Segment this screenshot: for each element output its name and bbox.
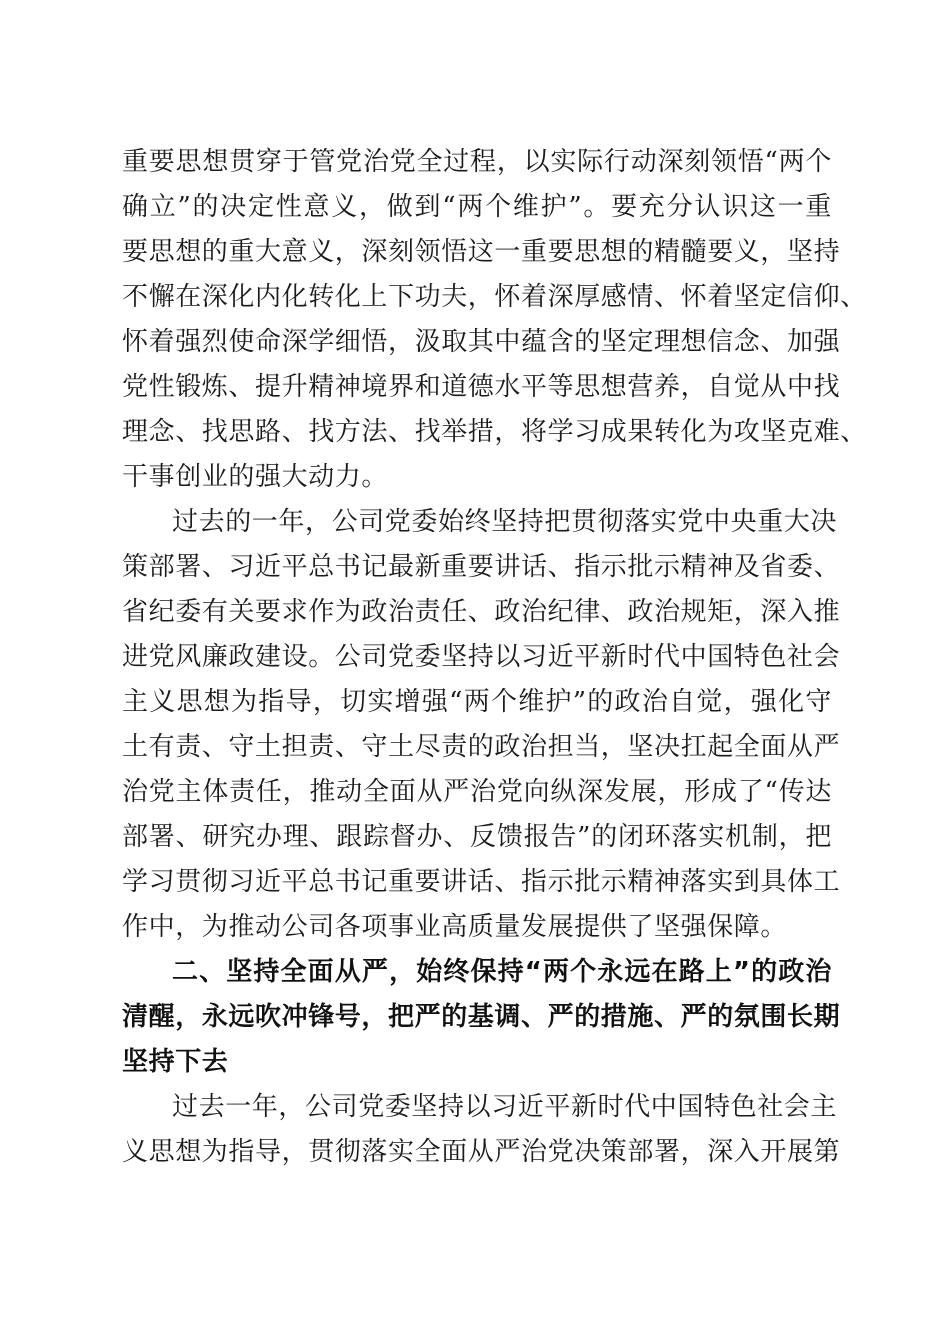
paragraph-line: 干事创业的强大动力。	[122, 462, 389, 492]
section-heading-line: 清醒，永远吹冲锋号，把严的基调、严的措施、严的氛围长期	[122, 1002, 841, 1032]
paragraph-line: 义思想为指导，贯彻落实全面从严治党决策部署，深入开展第	[122, 1137, 841, 1167]
paragraph-line: 策部署、习近平总书记最新重要讲话、指示批示精神及省委、	[122, 552, 841, 582]
paragraph-line: 党性锻炼、提升精神境界和道德水平等思想营养，自觉从中找	[122, 372, 841, 402]
paragraph-line: 部署、研究办理、跟踪督办、反馈报告”的闭环落实机制，把	[122, 822, 832, 852]
paragraph-line: 土有责、守土担责、守土尽责的政治担当，坚决扛起全面从严	[122, 732, 841, 762]
paragraph-line: 治党主体责任，推动全面从严治党向纵深发展，形成了“传达	[122, 777, 832, 807]
paragraph-line: 作中，为推动公司各项事业高质量发展提供了坚强保障。	[122, 912, 788, 942]
section-heading-line: 坚持下去	[122, 1047, 229, 1077]
paragraph-line: 怀着强烈使命深学细悟，汲取其中蕴含的坚定理想信念、加强	[122, 327, 841, 357]
paragraph-line: 要思想的重大意义，深刻领悟这一重要思想的精髓要义，坚持	[122, 237, 841, 267]
paragraph-line: 过去的一年，公司党委始终坚持把贯彻落实党中央重大决	[172, 507, 838, 537]
paragraph-line: 不懈在深化内化转化上下功夫，怀着深厚感情、怀着坚定信仰、	[122, 282, 867, 312]
paragraph-line: 重要思想贯穿于管党治党全过程，以实际行动深刻领悟“两个	[122, 147, 832, 177]
paragraph-line: 确立”的决定性意义，做到“两个维护”。要充分认识这一重	[122, 192, 832, 222]
paragraph-line: 学习贯彻习近平总书记重要讲话、指示批示精神落实到具体工	[122, 867, 841, 897]
paragraph-line: 主义思想为指导，切实增强“两个维护”的政治自觉，强化守	[122, 687, 832, 717]
paragraph-line: 过去一年，公司党委坚持以习近平新时代中国特色社会主	[172, 1092, 838, 1122]
paragraph-line: 理念、找思路、找方法、找举措，将学习成果转化为攻坚克难、	[122, 417, 867, 447]
section-heading-line: 二、坚持全面从严，始终保持“两个永远在路上”的政治	[172, 957, 832, 987]
paragraph-line: 省纪委有关要求作为政治责任、政治纪律、政治规矩，深入推	[122, 597, 841, 627]
paragraph-line: 进党风廉政建设。公司党委坚持以习近平新时代中国特色社会	[122, 642, 841, 672]
